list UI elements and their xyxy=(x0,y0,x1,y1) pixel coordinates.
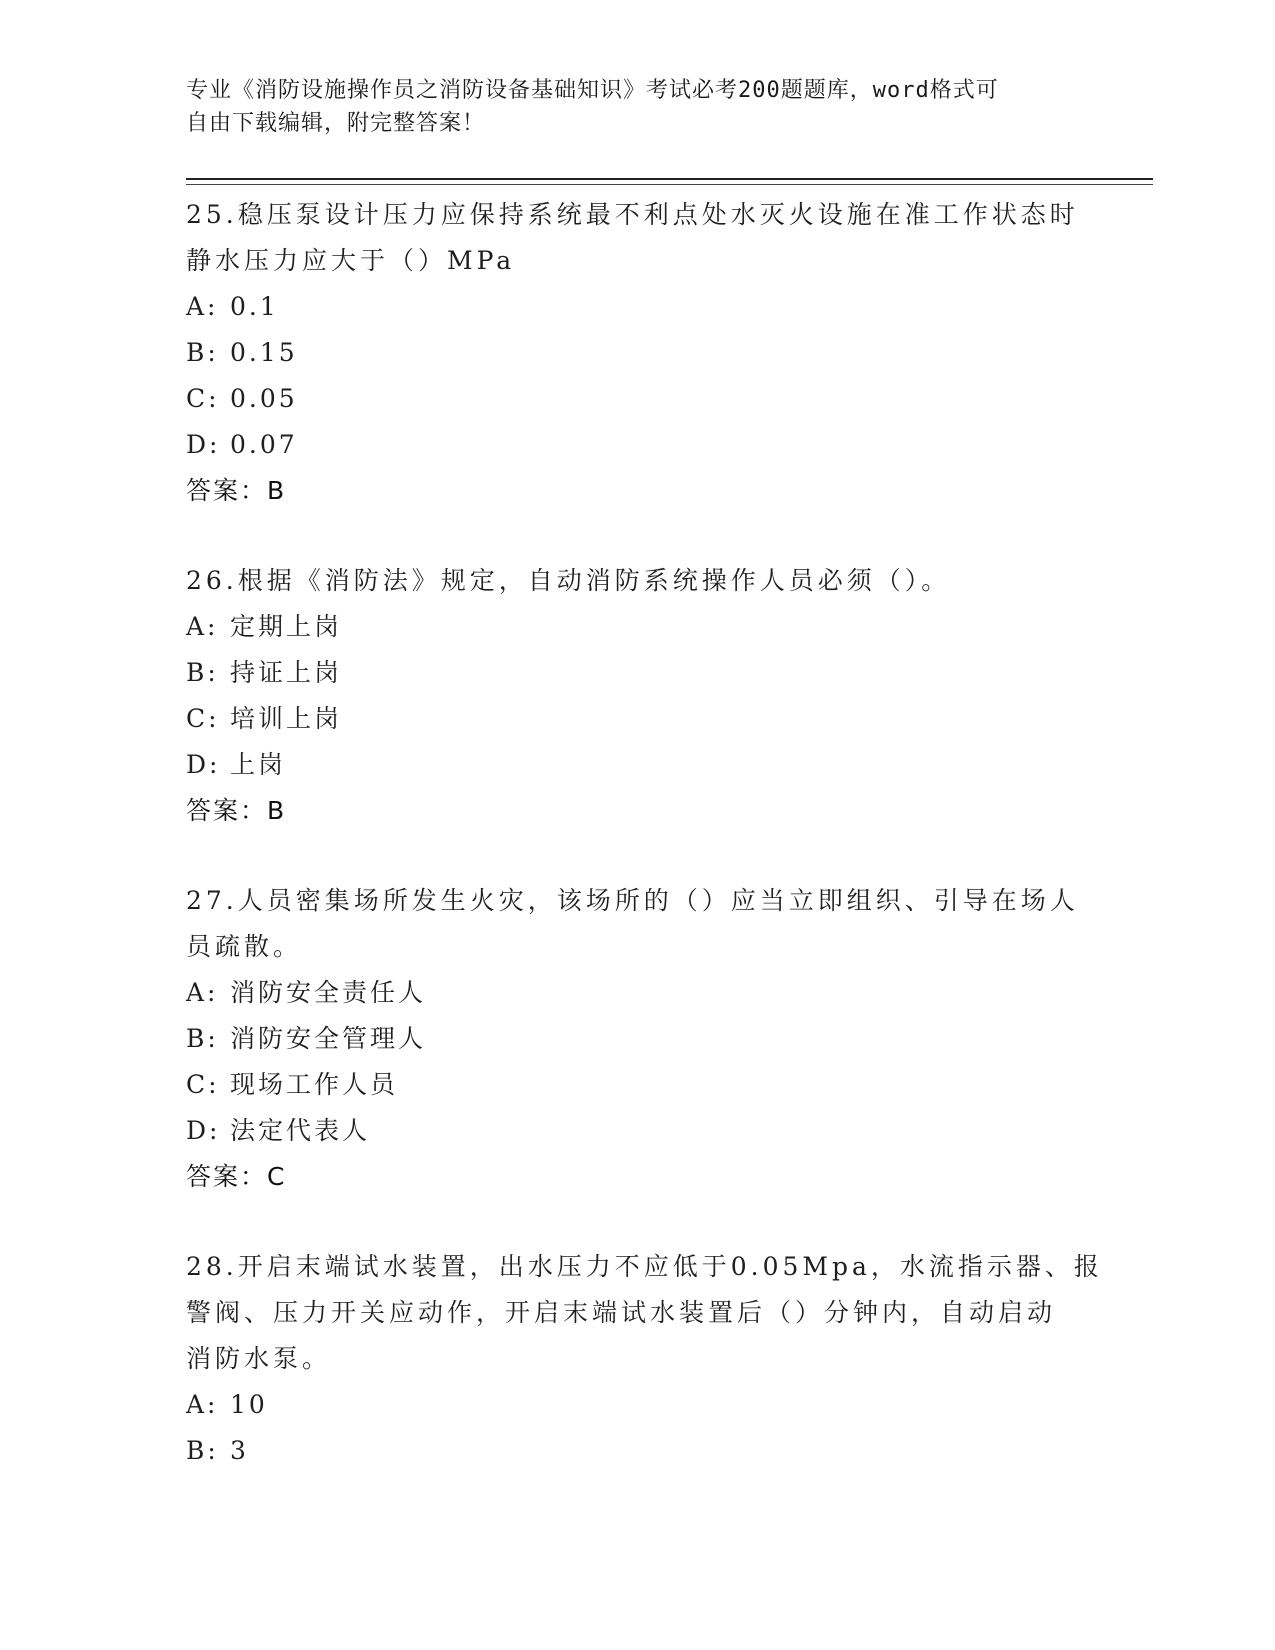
question-list xyxy=(186,192,1103,1474)
option-text: 0.05 xyxy=(230,384,298,413)
header-divider-thick xyxy=(186,178,1153,180)
option-key: B: xyxy=(186,1024,219,1053)
option-a xyxy=(186,604,1086,650)
header-divider-thin xyxy=(186,184,1153,185)
answer-line: 答案：B xyxy=(186,796,287,825)
question-text-line: 员疏散。 xyxy=(186,932,303,961)
spacer xyxy=(186,514,1086,558)
option-text: 法定代表人 xyxy=(230,1116,371,1145)
option-text: 定期上岗 xyxy=(230,612,343,641)
option-text: 10 xyxy=(230,1390,268,1419)
option-key: B: xyxy=(186,338,219,367)
option-b xyxy=(186,330,1086,376)
option-text: 消防安全责任人 xyxy=(230,978,427,1007)
option-d xyxy=(186,1108,1086,1154)
option-d xyxy=(186,742,1086,788)
option-text: 3 xyxy=(230,1436,249,1465)
option-key: A: xyxy=(186,292,219,321)
option-c xyxy=(186,376,1086,422)
option-b xyxy=(186,1428,1086,1474)
document-header xyxy=(186,74,1066,140)
question-text-line: 28.开启末端试水装置，出水压力不应低于0.05Mpa，水流指示器、报 xyxy=(186,1252,1103,1281)
question-text-line: 静水压力应大于（）MPa xyxy=(186,246,516,275)
option-text: 消防安全管理人 xyxy=(230,1024,427,1053)
option-b xyxy=(186,650,1086,696)
header-line-2: 自由下载编辑，附完整答案！ xyxy=(186,111,486,136)
question-text-line: 25.稳压泵设计压力应保持系统最不利点处水灭火设施在准工作状态时 xyxy=(186,200,1079,229)
option-key: B: xyxy=(186,658,219,687)
option-c xyxy=(186,1062,1086,1108)
option-d xyxy=(186,422,1086,468)
question-text-line: 消防水泵。 xyxy=(186,1344,332,1373)
option-text: 0.07 xyxy=(230,430,298,459)
question-26 xyxy=(186,558,1086,834)
option-text: 培训上岗 xyxy=(230,704,343,733)
option-key: C: xyxy=(186,704,220,733)
option-c xyxy=(186,696,1086,742)
option-text: 0.15 xyxy=(230,338,298,367)
question-27 xyxy=(186,878,1086,1200)
question-28 xyxy=(186,1244,1103,1474)
question-text-line: 警阀、压力开关应动作，开启末端试水装置后（）分钟内，自动启动 xyxy=(186,1298,1057,1327)
option-key: A: xyxy=(186,978,219,1007)
question-text-line: 27.人员密集场所发生火灾，该场所的（）应当立即组织、引导在场人 xyxy=(186,886,1079,915)
question-text-line: 26.根据《消防法》规定，自动消防系统操作人员必须（）。 xyxy=(186,566,951,595)
option-key: C: xyxy=(186,1070,220,1099)
option-key: B: xyxy=(186,1436,219,1465)
option-key: A: xyxy=(186,1390,219,1419)
option-key: A: xyxy=(186,612,219,641)
header-line-1: 专业《消防设施操作员之消防设备基础知识》考试必考200题题库，word格式可 xyxy=(186,78,999,103)
option-text: 持证上岗 xyxy=(230,658,343,687)
option-a xyxy=(186,1382,1086,1428)
option-a xyxy=(186,970,1086,1016)
option-b xyxy=(186,1016,1086,1062)
option-key: C: xyxy=(186,384,220,413)
option-key: D: xyxy=(186,430,221,459)
option-key: D: xyxy=(186,1116,221,1145)
answer-line: 答案：C xyxy=(186,1162,287,1191)
option-text: 0.1 xyxy=(230,292,279,321)
answer-line: 答案：B xyxy=(186,476,287,505)
option-a xyxy=(186,284,1086,330)
question-25 xyxy=(186,192,1086,514)
option-key: D: xyxy=(186,750,221,779)
spacer xyxy=(186,1200,1086,1244)
spacer xyxy=(186,834,1086,878)
option-text: 现场工作人员 xyxy=(230,1070,399,1099)
option-text: 上岗 xyxy=(230,750,287,779)
